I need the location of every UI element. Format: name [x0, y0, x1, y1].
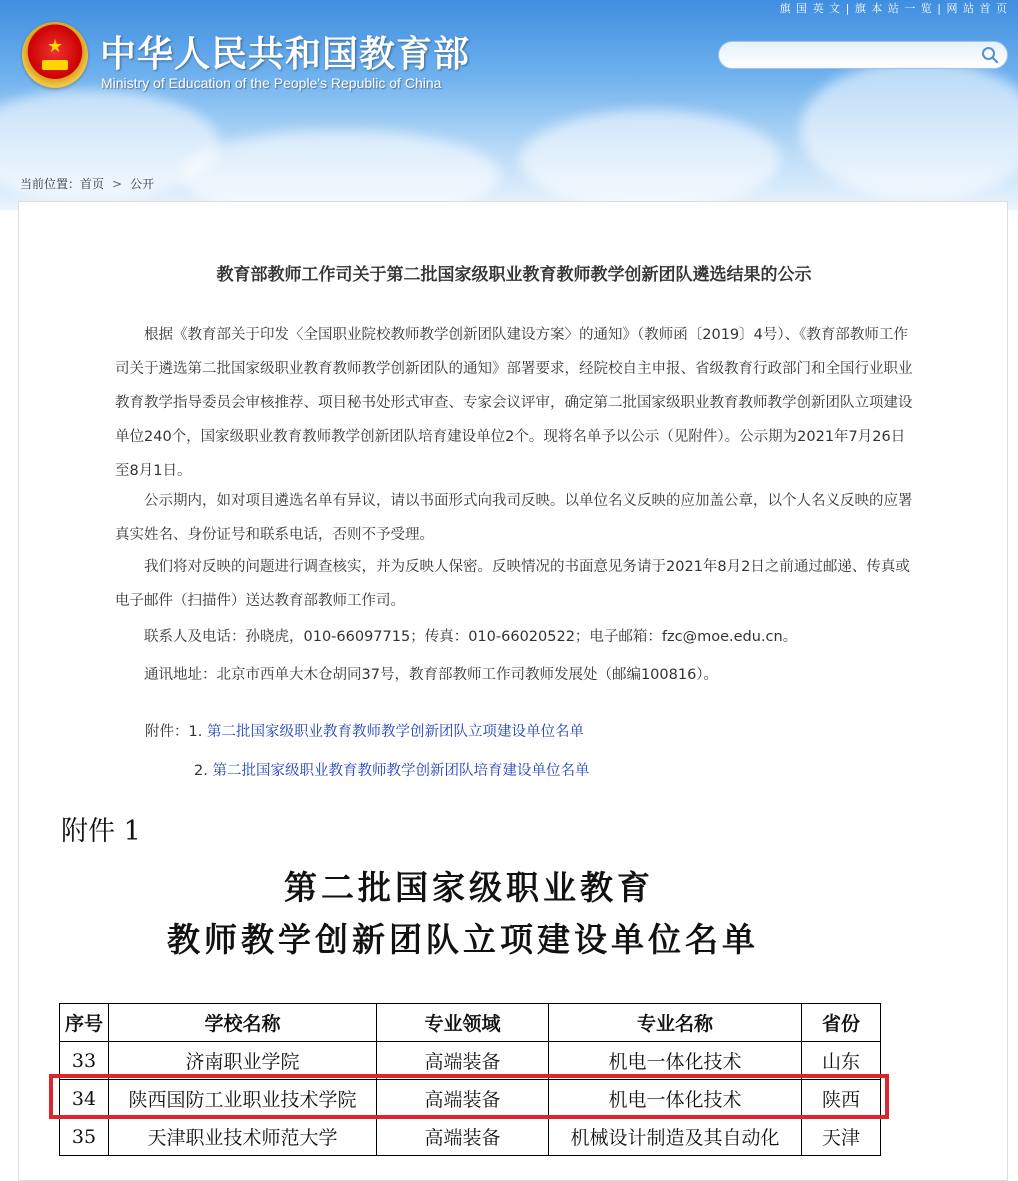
list-title-line2: 教师教学创新团队立项建设单位名单	[167, 920, 759, 959]
attachment-label: 附件 1	[61, 816, 141, 847]
column-header: 专业领域	[377, 1004, 549, 1042]
attachment-item	[194, 759, 589, 780]
search-input[interactable]	[733, 46, 977, 66]
attachments-label: 附件：	[145, 724, 189, 740]
breadcrumb-separator: >	[112, 177, 123, 191]
table-cell: 机电一体化技术	[549, 1080, 802, 1118]
table-cell: 34	[60, 1080, 109, 1118]
table-cell: 高端装备	[377, 1080, 549, 1118]
table-cell: 陕西国防工业职业技术学院	[109, 1080, 377, 1118]
table-cell: 山东	[802, 1042, 881, 1080]
table-cell: 天津职业技术师范大学	[109, 1118, 377, 1156]
breadcrumb-home[interactable]: 首页	[80, 177, 105, 191]
attachment-link[interactable]: 第二批国家级职业教育教师教学创新团队立项建设单位名单	[206, 724, 584, 740]
table-cell: 机械设计制造及其自动化	[549, 1118, 802, 1156]
table-row	[60, 1042, 881, 1080]
article-title: 教育部教师工作司关于第二批国家级职业教育教师教学创新团队遴选结果的公示	[216, 265, 812, 285]
article-paragraph: 联系人及电话：孙晓虎，010-66097715；传真：010-66020522；电子邮箱：fzc@moe.edu.cn。	[144, 629, 798, 645]
column-header: 专业名称	[549, 1004, 802, 1042]
cloud-decoration	[520, 110, 780, 210]
attachment-number: 1.	[188, 724, 203, 740]
attachment-link[interactable]: 第二批国家级职业教育教师教学创新团队培育建设单位名单	[212, 763, 590, 779]
column-header: 序号	[60, 1004, 109, 1042]
column-header: 省份	[802, 1004, 881, 1042]
breadcrumb	[20, 175, 154, 192]
breadcrumb-label: 当前位置：	[20, 177, 81, 191]
attachment-item	[145, 720, 584, 741]
table-cell: 高端装备	[377, 1042, 549, 1080]
search-icon[interactable]	[981, 46, 999, 64]
site-header	[0, 0, 1018, 210]
table-cell: 高端装备	[377, 1118, 549, 1156]
breadcrumb-current[interactable]: 公开	[130, 177, 155, 191]
table-header-row	[60, 1004, 881, 1042]
cloud-decoration	[800, 60, 1018, 200]
cloud-decoration	[180, 130, 500, 210]
article-paragraph: 我们将对反映的问题进行调查核实，并为反映人保密。反映情况的书面意见务请于2021年8月2日之前通过邮递、传真或电子邮件（扫描件）送达教育部教师工作司。	[115, 559, 910, 609]
table-cell: 济南职业学院	[109, 1042, 377, 1080]
article-paragraph: 通讯地址：北京市西单大木仓胡同37号，教育部教师工作司教师发展处（邮编100816）。	[144, 667, 719, 683]
table-row	[60, 1080, 881, 1118]
attachment-number: 2.	[194, 763, 208, 779]
table-cell: 33	[60, 1042, 109, 1080]
table-row	[60, 1118, 881, 1156]
site-title-cn[interactable]: 中华人民共和国教育部	[100, 34, 471, 75]
site-title-en: Ministry of Education of the People's Republic of China	[101, 75, 442, 91]
table-cell: 天津	[802, 1118, 881, 1156]
table-cell: 35	[60, 1118, 109, 1156]
top-links[interactable]: 旗 国 英 文 | 旗 本 站 一 览 | 网 站 首 页	[779, 2, 1008, 15]
search-box	[718, 41, 1008, 69]
article-container	[18, 201, 1008, 1181]
column-header: 学校名称	[109, 1004, 377, 1042]
list-title-line1: 第二批国家级职业教育	[284, 868, 654, 907]
article-paragraph: 公示期内，如对项目遴选名单有异议，请以书面形式向我司反映。以单位名义反映的应加盖公章，以个人名义反映的应署真实姓名、身份证号和联系电话，否则不予受理。	[115, 493, 913, 543]
table-cell: 机电一体化技术	[549, 1042, 802, 1080]
article-paragraph: 根据《教育部关于印发〈全国职业院校教师教学创新团队建设方案〉的通知》（教师函〔2019〕4号）、《教育部教师工作司关于遴选第二批国家级职业教育教师教学创新团队的通知》部署要求，经院校自主申报、省级教育行政部门和全国行业职业教育教学指导委员会审核推荐、项目秘书处形式审查、专家会议评审，确定第二批国家级职业教育教师教学创新团队立项建设单位240个，国家级职业教育教师教学创新团队培育建设单位2个。现将名单予以公示（见附件）。公示期为2021年7月26日至8月1日。	[115, 327, 913, 479]
unit-list-table	[59, 1003, 881, 1156]
table-cell: 陕西	[802, 1080, 881, 1118]
national-emblem-icon[interactable]: ★	[22, 22, 88, 88]
